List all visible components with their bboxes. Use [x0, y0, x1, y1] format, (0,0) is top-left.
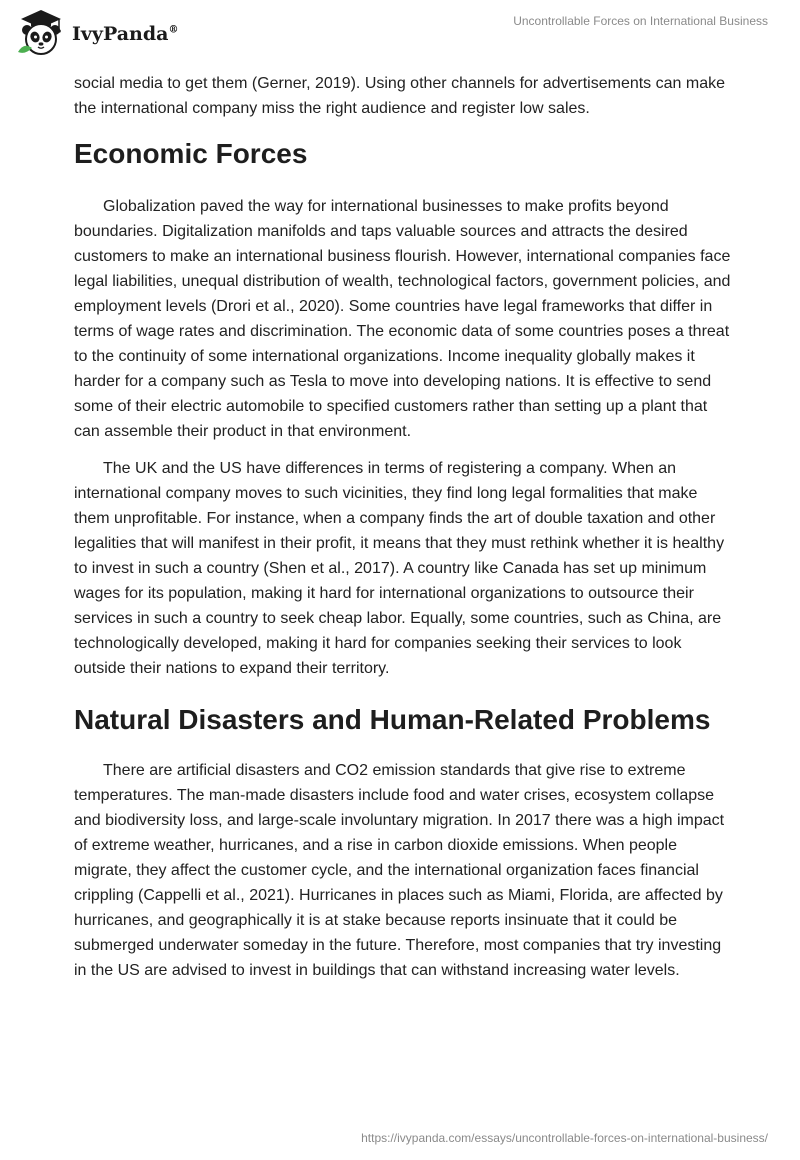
document-title: Uncontrollable Forces on International Business [513, 14, 768, 28]
footer-url[interactable]: https://ivypanda.com/essays/uncontrollable-forces-on-international-business/ [361, 1131, 768, 1145]
intro-paragraph: social media to get them (Gerner, 2019). Using other channels for advertisements can make the international company miss the right audience and register low sales. [74, 75, 725, 117]
panda-graduate-icon [16, 8, 66, 58]
essay-content [74, 71, 734, 995]
section-heading-natural-disasters: Natural Disasters and Human-Related Problems [74, 704, 711, 735]
paragraph: There are artificial disasters and CO2 emission standards that give rise to extreme temperatures. The man-made disasters include food and water crises, ecosystem collapse and biodiversity loss, and large-scale involuntary migration. In 2017 there was a high impact of extreme weather, hurricanes, and a rise in carbon dioxide emissions. When people migrate, they affect the customer cycle, and the international organization faces financial crippling (Cappelli et al., 2021). Hurricanes in places such as Miami, Florida, are affected by hurricanes, and geographically it is at stake because reports insinuate that it could be submerged underwater someday in the future. Therefore, most companies that try investing in the US are advised to invest in buildings that can withstand increasing water levels. [74, 762, 725, 979]
section-heading-economic-forces: Economic Forces [74, 138, 308, 169]
logo[interactable] [16, 8, 178, 58]
logo-text [72, 23, 178, 45]
paragraph: The UK and the US have differences in terms of registering a company. When an international company moves to such vicinities, they find long legal formalities that make them unprofitable. For instance, when a company finds the art of double taxation and other legalities that will manifest in their profit, it means that they must rethink whether it is healthy to invest in such a country (Shen et al., 2017). A country like Canada has set up minimum wages for its population, making it hard for international organizations to outsource their services in such a country to seek cheap labor. Equally, some countries, such as China, are technologically developed, making it hard for companies seeking their services to look outside their nations to expand their territory. [74, 460, 725, 677]
page-header [0, 0, 800, 68]
logo-name: IvyPanda [72, 23, 169, 45]
registered-mark: ® [168, 24, 179, 36]
paragraph: Globalization paved the way for international businesses to make profits beyond boundaries. Digitalization manifolds and taps valuable sources and attracts the desired customers to make an international business flourish. However, international companies face legal liabilities, unequal distribution of wealth, technological factors, government policies, and employment levels (Drori et al., 2020). Some countries have legal frameworks that differ in terms of wage rates and discrimination. The economic data of some countries poses a threat to the continuity of some international organizations. Income inequality globally makes it harder for a company such as Tesla to move into developing nations. It is effective to send some of their electric automobile to specified customers rather than setting up a plant that can assemble their product in that environment. [74, 198, 731, 440]
